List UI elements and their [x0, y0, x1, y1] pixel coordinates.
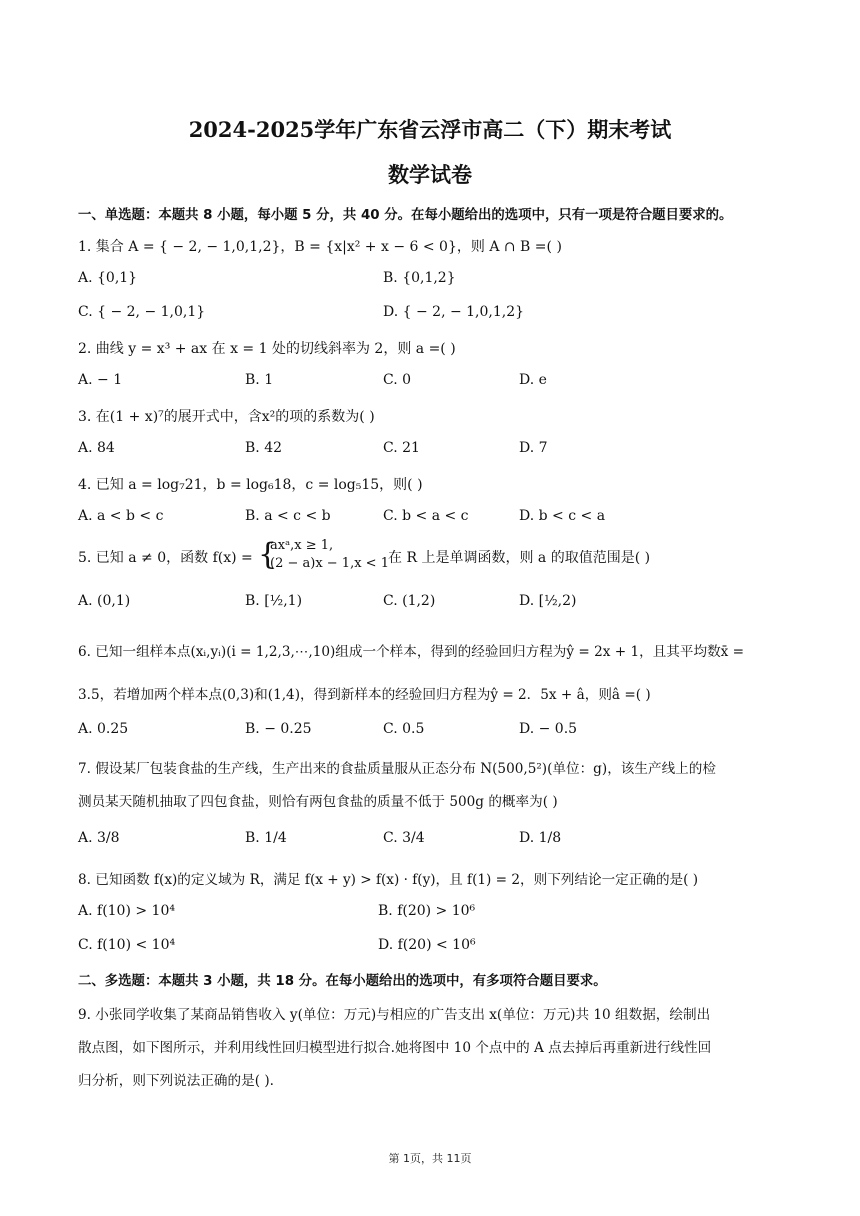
question-5-option-c: C. (1,2) [383, 593, 436, 609]
question-4-option-b: B. a < c < b [245, 508, 331, 524]
question-6-option-b: B. − 0.25 [245, 721, 312, 737]
question-5-stem-prefix: 5. 已知 a ≠ 0，函数 f(x) = [78, 550, 253, 566]
exam-subtitle: 数学试卷 [388, 162, 472, 187]
question-8-option-b: B. f(20) > 10⁶ [378, 903, 476, 919]
question-2-stem: 2. 曲线 y = x³ + ax 在 x = 1 处的切线斜率为 2，则 a =( ) [78, 341, 456, 357]
question-3-stem: 3. 在(1 + x)⁷的展开式中，含x²的项的系数为( ) [78, 409, 375, 425]
question-5-piece-2: (2 − a)x − 1,x < 1 [270, 556, 389, 571]
question-1-option-b: B. {0,1,2} [383, 270, 456, 286]
question-4-option-a: A. a < b < c [78, 508, 164, 524]
question-4-option-c: C. b < a < c [383, 508, 469, 524]
question-3-option-b: B. 42 [245, 440, 283, 456]
question-7-option-a: A. 3/8 [78, 830, 120, 846]
question-2-option-a: A. − 1 [78, 372, 123, 388]
question-9-line-3: 归分析，则下列说法正确的是( ). [78, 1073, 274, 1089]
question-6-option-a: A. 0.25 [78, 721, 129, 737]
question-8-stem: 8. 已知函数 f(x)的定义域为 R，满足 f(x + y) > f(x) · f(y)，且 f(1) = 2，则下列结论一定正确的是( ) [78, 872, 699, 888]
question-9-line-2: 散点图，如下图所示，并利用线性回归模型进行拟合.她将图中 10 个点中的 A 点去掉后再重新进行线性回 [78, 1040, 712, 1056]
section-single-choice-heading: 一、单选题：本题共 8 小题，每小题 5 分，共 40 分。在每小题给出的选项中，只有一项是符合题目要求的。 [78, 208, 733, 223]
question-5-option-b: B. [½,1) [245, 593, 303, 609]
page-footer: 第 1页，共 11页 [388, 1152, 472, 1165]
question-6-stem-line-2: 3.5，若增加两个样本点(0,3)和(1,4)，得到新样本的经验回归方程为ŷ = 2．5x + â，则â =( ) [78, 687, 651, 703]
question-8-option-d: D. f(20) < 10⁶ [378, 937, 476, 953]
question-7-option-b: B. 1/4 [245, 830, 287, 846]
question-7-stem-line-2: 测员某天随机抽取了四包食盐，则恰有两包食盐的质量不低于 500g 的概率为( ) [78, 794, 558, 810]
exam-title: 2024-2025学年广东省云浮市高二（下）期末考试 [188, 117, 672, 142]
question-5-piece-1: axᵃ,x ≥ 1, [270, 538, 334, 553]
section-multi-choice-heading: 二、多选题：本题共 3 小题，共 18 分。在每小题给出的选项中，有多项符合题目要求。 [78, 974, 607, 989]
question-9-line-1: 9. 小张同学收集了某商品销售收入 y(单位：万元)与相应的广告支出 x(单位：万元)共 10 组数据，绘制出 [78, 1007, 711, 1023]
question-1-option-a: A. {0,1} [78, 270, 138, 286]
question-3-option-a: A. 84 [78, 440, 115, 456]
question-4-option-d: D. b < c < a [519, 508, 606, 524]
question-7-stem-line-1: 7. 假设某厂包装食盐的生产线，生产出来的食盐质量服从正态分布 N(500,5²)(单位：g)，该生产线上的检 [78, 761, 716, 777]
question-4-stem: 4. 已知 a = log₇21，b = log₆18，c = log₅15，则( ) [78, 477, 423, 493]
question-7-option-c: C. 3/4 [383, 830, 425, 846]
question-1-option-c: C. { − 2, − 1,0,1} [78, 304, 206, 320]
question-1-stem: 1. 集合 A = { − 2, − 1,0,1,2}，B = {x|x² + x − 6 < 0}，则 A ∩ B =( ) [78, 239, 562, 255]
piecewise-brace: { [258, 537, 278, 572]
question-1-option-d: D. { − 2, − 1,0,1,2} [383, 304, 525, 320]
question-6-option-c: C. 0.5 [383, 721, 425, 737]
question-2-option-b: B. 1 [245, 372, 274, 388]
question-8-option-c: C. f(10) < 10⁴ [78, 937, 176, 953]
question-2-option-d: D. e [519, 372, 547, 388]
question-6-stem-line-1: 6. 已知一组样本点(xᵢ,yᵢ)(i = 1,2,3,⋯,10)组成一个样本，得到的经验回归方程为ŷ = 2x + 1，且其平均数x̄ = [78, 644, 745, 660]
question-5-option-a: A. (0,1) [78, 593, 131, 609]
question-5-option-d: D. [½,2) [519, 593, 577, 609]
question-6-option-d: D. − 0.5 [519, 721, 578, 737]
question-2-option-c: C. 0 [383, 372, 412, 388]
question-3-option-c: C. 21 [383, 440, 420, 456]
question-7-option-d: D. 1/8 [519, 830, 562, 846]
question-3-option-d: D. 7 [519, 440, 548, 456]
question-8-option-a: A. f(10) > 10⁴ [78, 903, 175, 919]
question-5-stem-suffix: 在 R 上是单调函数，则 a 的取值范围是( ) [388, 550, 651, 566]
